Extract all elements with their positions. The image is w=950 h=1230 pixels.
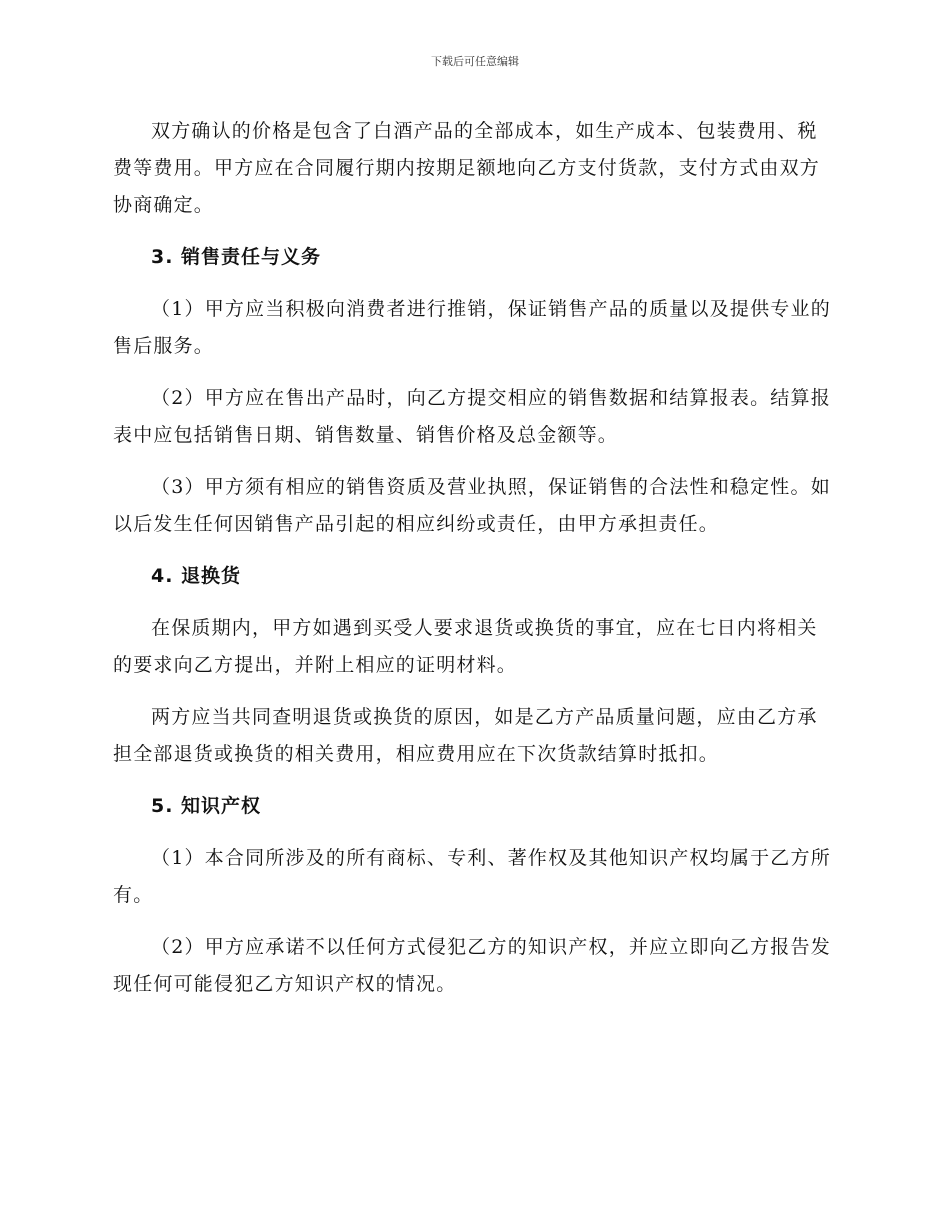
paragraph-returns-1: 在保质期内，甲方如遇到买受人要求退货或换货的事宜，应在七日内将相关的要求向乙方提出，并附上相应的证明材料。 xyxy=(113,617,818,676)
page-header: 下载后可任意编辑 xyxy=(431,55,519,68)
section-heading-returns: 4. 退换货 xyxy=(151,565,242,587)
paragraph-sales-duty-1: （1）甲方应当积极向消费者进行推销，保证销售产品的质量以及提供专业的售后服务。 xyxy=(113,298,831,357)
paragraph-ip-1: （1）本合同所涉及的所有商标、专利、著作权及其他知识产权均属于乙方所有。 xyxy=(113,847,831,906)
paragraph-returns-2: 两方应当共同查明退货或换货的原因，如是乙方产品质量问题，应由乙方承担全部退货或换货的相关费用，相应费用应在下次货款结算时抵扣。 xyxy=(113,706,818,765)
paragraph-ip-2: （2）甲方应承诺不以任何方式侵犯乙方的知识产权，并应立即向乙方报告发现任何可能侵犯乙方知识产权的情况。 xyxy=(113,936,831,995)
paragraph-sales-duty-3: （3）甲方须有相应的销售资质及营业执照，保证销售的合法性和稳定性。如以后发生任何因销售产品引起的相应纠纷或责任，由甲方承担责任。 xyxy=(113,476,831,535)
section-heading-sales-duties: 3. 销售责任与义务 xyxy=(151,246,322,268)
document-body xyxy=(113,113,833,1003)
paragraph-price-terms: 双方确认的价格是包含了白酒产品的全部成本，如生产成本、包装费用、税费等费用。甲方应在合同履行期内按期足额地向乙方支付货款，支付方式由双方协商确定。 xyxy=(113,120,821,216)
paragraph-sales-duty-2: （2）甲方应在售出产品时，向乙方提交相应的销售数据和结算报表。结算报表中应包括销售日期、销售数量、销售价格及总金额等。 xyxy=(113,387,831,446)
section-heading-ip: 5. 知识产权 xyxy=(151,795,262,817)
